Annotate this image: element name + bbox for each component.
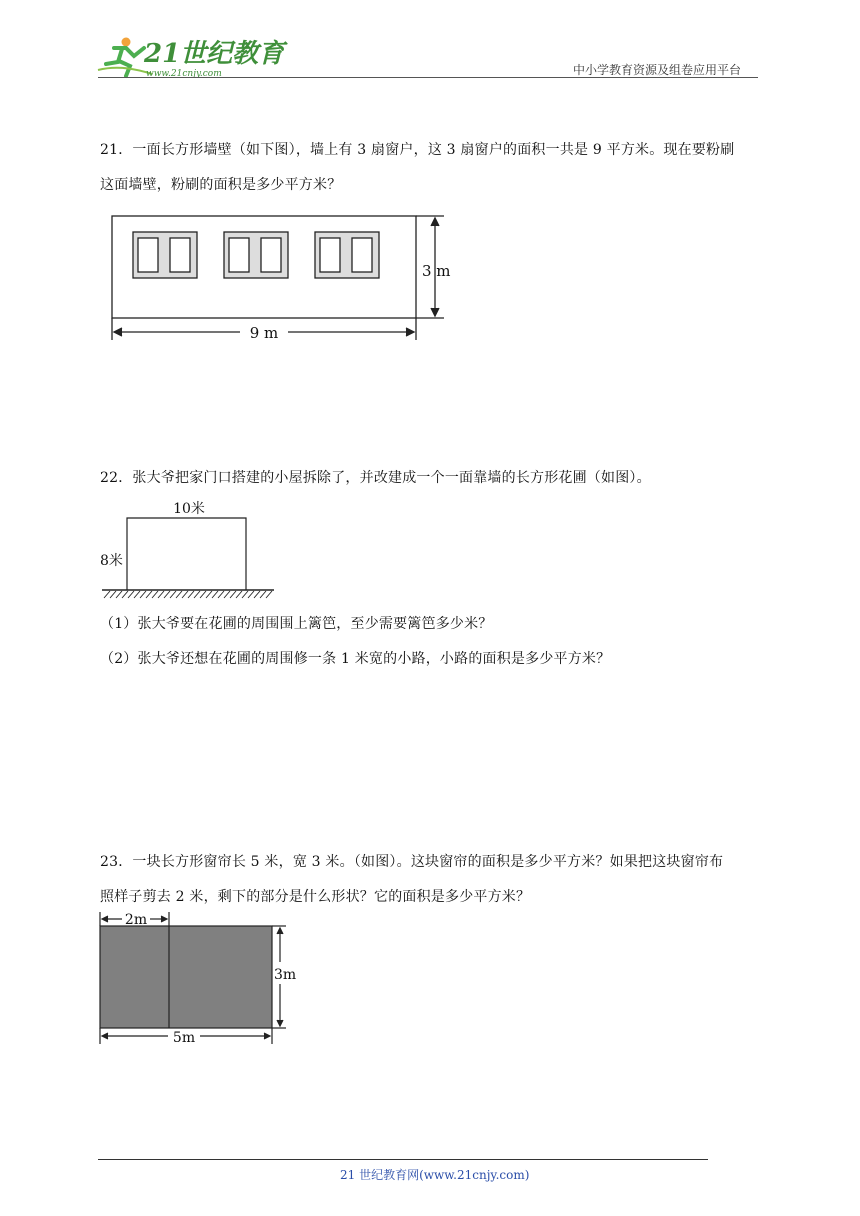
q22-text-line1: 22．张大爷把家门口搭建的小屋拆除了，并改建成一个一面靠墙的长方形花圃（如图）。	[100, 470, 651, 486]
q22-sub1: （1）张大爷要在花圃的周围围上篱笆，至少需要篱笆多少米？	[100, 616, 493, 632]
runner-logo-icon	[92, 34, 285, 80]
window-3	[315, 232, 379, 278]
q21-text-line2: 这面墙壁，粉刷的面积是多少平方米？	[100, 177, 342, 193]
curtain-rect	[100, 926, 272, 1028]
q22-garden-diagram	[96, 494, 286, 604]
window-1	[133, 232, 197, 278]
q23-cut-label: 2m	[124, 912, 148, 928]
wall-hatching	[104, 591, 272, 598]
footer-rule	[98, 1159, 708, 1160]
header-rule	[98, 77, 758, 78]
garden-rect	[127, 518, 246, 590]
platform-name: 中小学教育资源及组卷应用平台	[573, 63, 742, 77]
q21-wall-diagram	[100, 208, 470, 348]
svg-text:www.21cnjy.com: www.21cnjy.com	[146, 69, 222, 79]
q23-text-line1: 23．一块长方形窗帘长 5 米，宽 3 米。（如图）。这块窗帘的面积是多少平方米？如果把这块窗帘布	[100, 854, 724, 870]
q21-text-line1: 21．一面长方形墙壁（如下图），墙上有 3 扇窗户，这 3 扇窗户的面积一共是 9 平方米。现在要粉刷	[100, 142, 735, 158]
q21-width-label: 9 m	[249, 324, 279, 342]
svg-text:21世纪教育: 21世纪教育	[144, 39, 285, 69]
q23-text-line2: 照样子剪去 2 米，剩下的部分是什么形状？它的面积是多少平方米？	[100, 889, 531, 905]
q21-height-label: 3 m	[422, 262, 451, 280]
q22-sub2: （2）张大爷还想在花圃的周围修一条 1 米宽的小路，小路的面积是多少平方米？	[100, 651, 611, 667]
q22-width-label: 10米	[173, 501, 205, 517]
header-logo	[92, 34, 285, 80]
footer-text: 21 世纪教育网(www.21cnjy.com)	[340, 1168, 530, 1182]
q23-curtain-diagram	[96, 910, 316, 1050]
q22-height-label: 8米	[100, 553, 123, 569]
q23-width-label: 5m	[172, 1030, 196, 1046]
q23-height-label: 3m	[274, 967, 297, 983]
window-2	[224, 232, 288, 278]
